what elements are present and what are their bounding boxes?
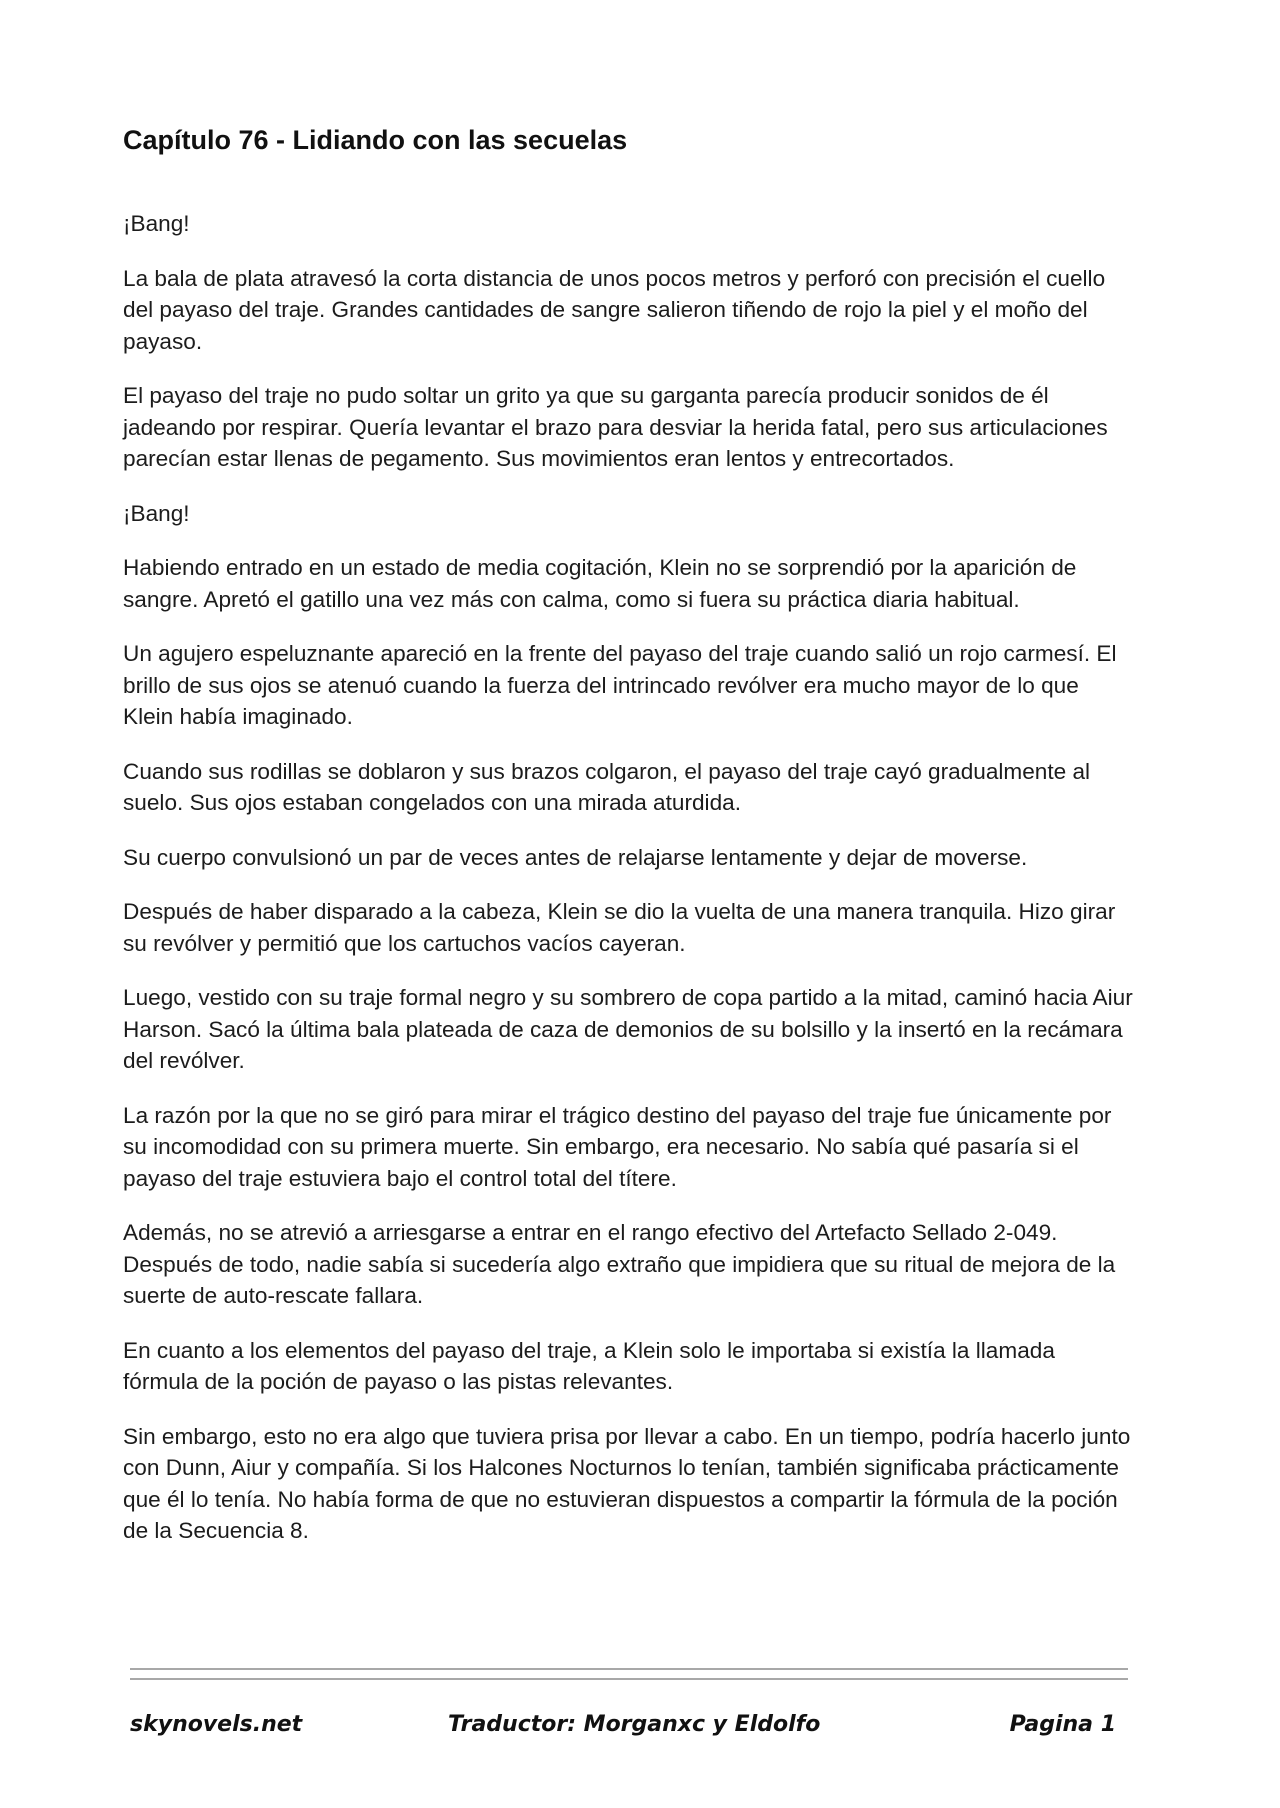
footer-site: skynovels.net: [130, 1712, 303, 1737]
paragraph: ¡Bang!: [123, 211, 190, 236]
paragraph: Además, no se atrevió a arriesgarse a entrar en el rango efectivo del Artefacto Sellado 2-049. Después de todo, nadie sabía si sucedería algo extraño que impidiera que su ritual de mejora de la suerte de auto-rescate fallara.: [123, 1220, 1116, 1308]
paragraph: Sin embargo, esto no era algo que tuviera prisa por llevar a cabo. En un tiempo, podría hacerlo junto con Dunn, Aiur y compañía. Si los Halcones Nocturnos lo tenían, también significaba prácticamente que él lo tenía. No había forma de que no estuvieran dispuestos a compartir la fórmula de la poción de la Secuencia 8.: [123, 1423, 1131, 1543]
footer-divider-top: [130, 1668, 1128, 1670]
footer-page-number: Pagina 1: [1009, 1712, 1116, 1737]
paragraph: Su cuerpo convulsionó un par de veces antes de relajarse lentamente y dejar de moverse.: [123, 844, 1028, 870]
paragraph: En cuanto a los elementos del payaso del traje, a Klein solo le importaba si existía la llamada fórmula de la poción de payaso o las pistas relevantes.: [123, 1337, 1055, 1394]
chapter-title: Capítulo 76 - Lidiando con las secuelas: [123, 125, 628, 155]
paragraph: Cuando sus rodillas se doblaron y sus brazos colgaron, el payaso del traje cayó gradualmente al suelo. Sus ojos estaban congelados con una mirada aturdida.: [123, 758, 1091, 815]
paragraph: La bala de plata atravesó la corta distancia de unos pocos metros y perforó con precisión el cuello del payaso del traje. Grandes cantidades de sangre salieron tiñendo de rojo la piel y el moño del payaso.: [123, 265, 1106, 354]
footer-divider-bottom: [130, 1678, 1128, 1680]
chapter-body: [123, 208, 1133, 1570]
paragraph: Un agujero espeluznante apareció en la frente del payaso del traje cuando salió un rojo carmesí. El brillo de sus ojos se atenuó cuando la fuerza del intrincado revólver era mucho mayor de lo que Klein había imaginado.: [123, 641, 1117, 729]
paragraph: El payaso del traje no pudo soltar un grito ya que su garganta parecía producir sonidos de él jadeando por respirar. Quería levantar el brazo para desviar la herida fatal, pero sus articulaciones parecían estar llenas de pegamento. Sus movimientos eran lentos y entrecortados.: [123, 383, 1108, 471]
footer-translator: Traductor: Morganxc y Eldolfo: [448, 1712, 821, 1737]
paragraph: Habiendo entrado en un estado de media cogitación, Klein no se sorprendió por la aparición de sangre. Apretó el gatillo una vez más con calma, como si fuera su práctica diaria habitual.: [123, 555, 1077, 612]
paragraph: La razón por la que no se giró para mirar el trágico destino del payaso del traje fue únicamente por su incomodidad con su primera muerte. Sin embargo, era necesario. No sabía qué pasaría si el payaso del traje estuviera bajo el control total del títere.: [123, 1102, 1112, 1191]
paragraph: ¡Bang!: [123, 500, 190, 526]
paragraph: Luego, vestido con su traje formal negro y su sombrero de copa partido a la mitad, caminó hacia Aiur Harson. Sacó la última bala plateada de caza de demonios de su bolsillo y la insertó en la recámara del revólver.: [123, 985, 1133, 1073]
paragraph: Después de haber disparado a la cabeza, Klein se dio la vuelta de una manera tranquila. Hizo girar su revólver y permitió que los cartuchos vacíos cayeran.: [123, 899, 1116, 956]
